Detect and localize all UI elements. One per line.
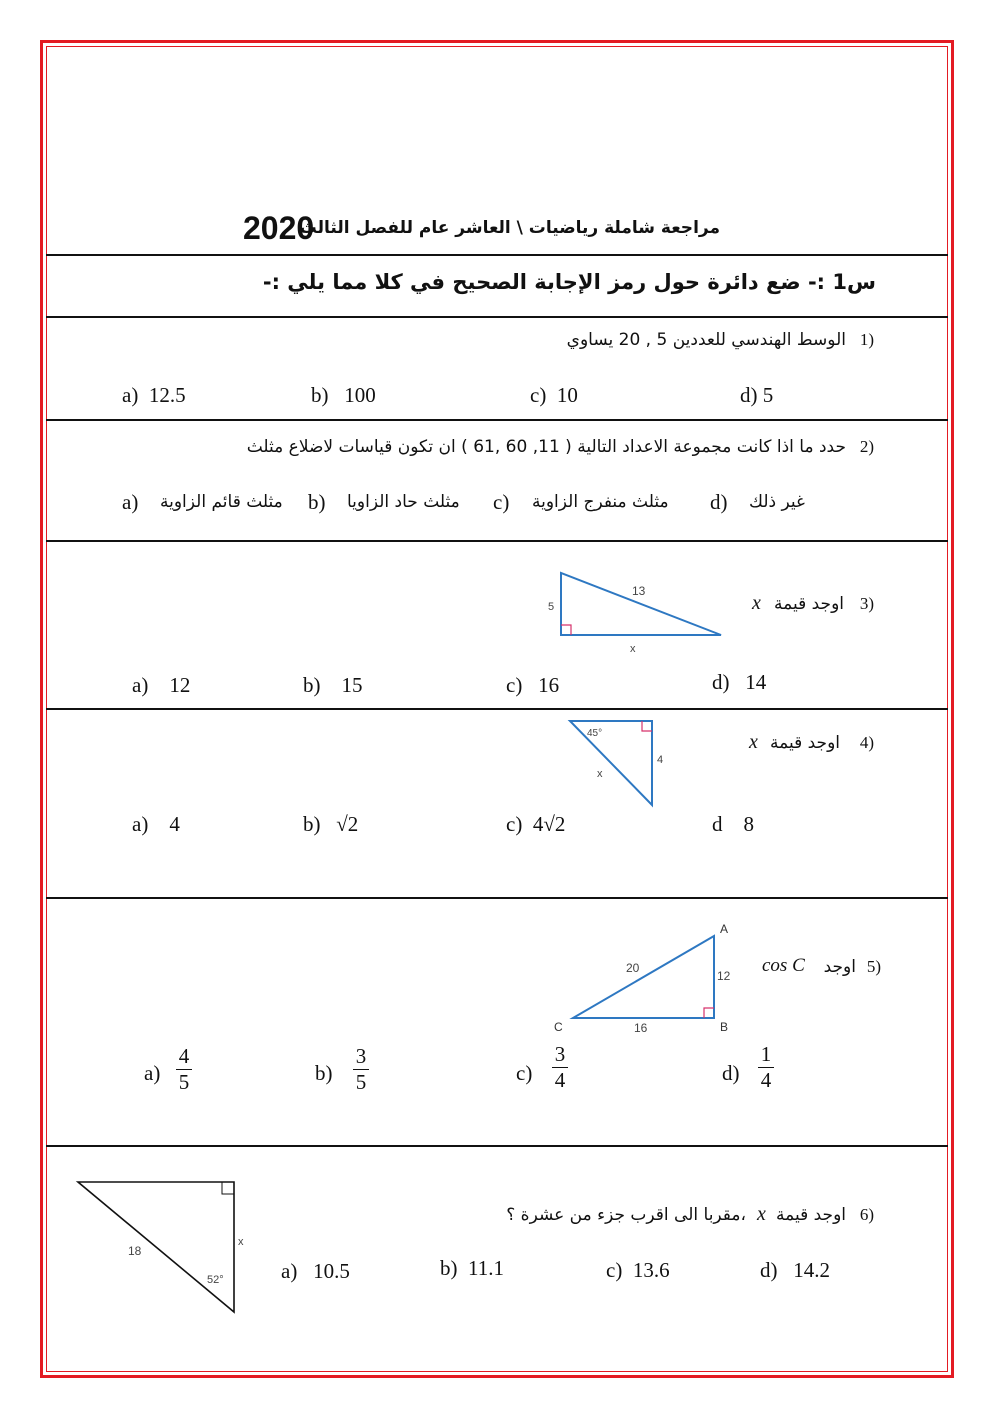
- option-a[interactable]: a) 10.5: [281, 1259, 350, 1283]
- option-a-letter[interactable]: a): [122, 490, 139, 514]
- numerator: 4: [178, 1044, 190, 1068]
- option-b[interactable]: b) 100: [311, 383, 376, 407]
- label-angle: 45°: [587, 728, 603, 739]
- question-text: حدد ما اذا كانت مجموعة الاعداد التالية ( 11, 60 ,61 ) ان تكون قياسات لاضلاع مثلث: [246, 437, 846, 457]
- expression: cos C: [762, 955, 805, 976]
- option-b-text[interactable]: مثلث حاد الزاويا: [347, 492, 460, 512]
- option-a[interactable]: a) 4: [132, 812, 180, 836]
- option-c-text[interactable]: مثلث منفرج الزاوية: [532, 492, 669, 512]
- option-d[interactable]: d) 14: [712, 670, 767, 694]
- divider: [46, 540, 948, 542]
- label-side-a: 5: [548, 601, 555, 613]
- question-number: 5): [866, 957, 881, 976]
- numerator: 3: [554, 1042, 566, 1066]
- denominator: 5: [355, 1070, 367, 1094]
- divider: [46, 254, 948, 256]
- option-c-fraction[interactable]: [552, 1043, 568, 1092]
- option-d-text[interactable]: غير ذلك: [749, 492, 805, 512]
- triangle-abc-figure: [548, 918, 738, 1038]
- label-vertex-a: A: [720, 922, 729, 936]
- option-d[interactable]: d 8: [712, 812, 754, 836]
- option-c[interactable]: c) 16: [506, 673, 560, 697]
- option-a[interactable]: a) 12: [132, 673, 191, 697]
- right-triangle-figure: [540, 565, 735, 660]
- question-number: 2): [859, 437, 874, 456]
- label-leg: 4: [657, 754, 664, 766]
- variable-x: x: [757, 1203, 766, 1225]
- label-angle: 52°: [207, 1274, 224, 1286]
- label-side: x: [238, 1236, 244, 1248]
- question-text: اوجد قيمة: [770, 733, 840, 753]
- numerator: 1: [760, 1042, 772, 1066]
- instruction: س1 :- ضع دائرة حول رمز الإجابة الصحيح في كلا مما يلي :-: [262, 270, 876, 294]
- right-triangle-angle-figure: [70, 1175, 255, 1320]
- question-number: 4): [859, 733, 874, 752]
- denominator: 4: [760, 1068, 772, 1092]
- denominator: 4: [554, 1068, 566, 1092]
- option-d-fraction[interactable]: [758, 1043, 774, 1092]
- numerator: 3: [355, 1044, 367, 1068]
- question-text: اوجد: [823, 957, 856, 977]
- option-b[interactable]: b) √2: [303, 812, 359, 836]
- option-d-letter[interactable]: d): [722, 1061, 740, 1085]
- label-side-bc: 16: [634, 1021, 648, 1035]
- variable-x: x: [749, 731, 758, 753]
- option-a-fraction[interactable]: [176, 1045, 192, 1094]
- option-c[interactable]: c) 4√2: [506, 812, 566, 836]
- label-hypotenuse: x: [597, 768, 603, 780]
- question-text: اوجد قيمة: [774, 594, 844, 614]
- divider: [46, 1145, 948, 1147]
- divider: [46, 419, 948, 421]
- option-b-letter[interactable]: b): [315, 1061, 333, 1085]
- option-a-text[interactable]: مثلث قائم الزاوية: [160, 492, 283, 512]
- option-a-letter[interactable]: a): [144, 1061, 161, 1085]
- label-vertex-b: B: [720, 1020, 729, 1034]
- option-c-letter[interactable]: c): [493, 490, 510, 514]
- question-text: الوسط الهندسي للعددين 5 , 20 يساوي: [566, 330, 846, 350]
- isosceles-right-triangle-figure: [560, 716, 670, 811]
- label-hypotenuse: 18: [128, 1244, 142, 1258]
- option-b[interactable]: b) 15: [303, 673, 363, 697]
- label-vertex-c: C: [554, 1020, 563, 1034]
- option-c-letter[interactable]: c): [516, 1061, 533, 1085]
- question-text-end: ،مقربا الى اقرب جزء من عشرة ؟: [506, 1205, 746, 1225]
- option-d[interactable]: d) 5: [740, 383, 774, 407]
- question-number: 1): [859, 330, 874, 349]
- option-b[interactable]: b) 11.1: [440, 1256, 504, 1280]
- question-number: 3): [859, 594, 874, 613]
- option-b-fraction[interactable]: [353, 1045, 369, 1094]
- option-c[interactable]: c) 10: [530, 383, 578, 407]
- worksheet-year: 2020: [243, 210, 315, 246]
- option-d[interactable]: d) 14.2: [760, 1258, 830, 1282]
- option-b-letter[interactable]: b): [308, 490, 326, 514]
- label-side-b: x: [630, 643, 636, 655]
- divider: [46, 316, 948, 318]
- option-c[interactable]: c) 13.6: [606, 1258, 670, 1282]
- denominator: 5: [178, 1070, 190, 1094]
- question-number: 6): [859, 1205, 874, 1224]
- question-text-start: اوجد قيمة: [776, 1205, 846, 1225]
- option-a[interactable]: a) 12.5: [122, 383, 186, 407]
- worksheet-title: مراجعة شاملة رياضيات \ العاشر عام للفصل الثالث: [299, 218, 720, 238]
- divider: [46, 897, 948, 899]
- label-hypotenuse: 20: [626, 961, 640, 975]
- option-d-letter[interactable]: d): [710, 490, 728, 514]
- label-side-ab: 12: [717, 969, 731, 983]
- variable-x: x: [752, 592, 761, 614]
- divider: [46, 708, 948, 710]
- label-hypotenuse: 13: [632, 584, 646, 598]
